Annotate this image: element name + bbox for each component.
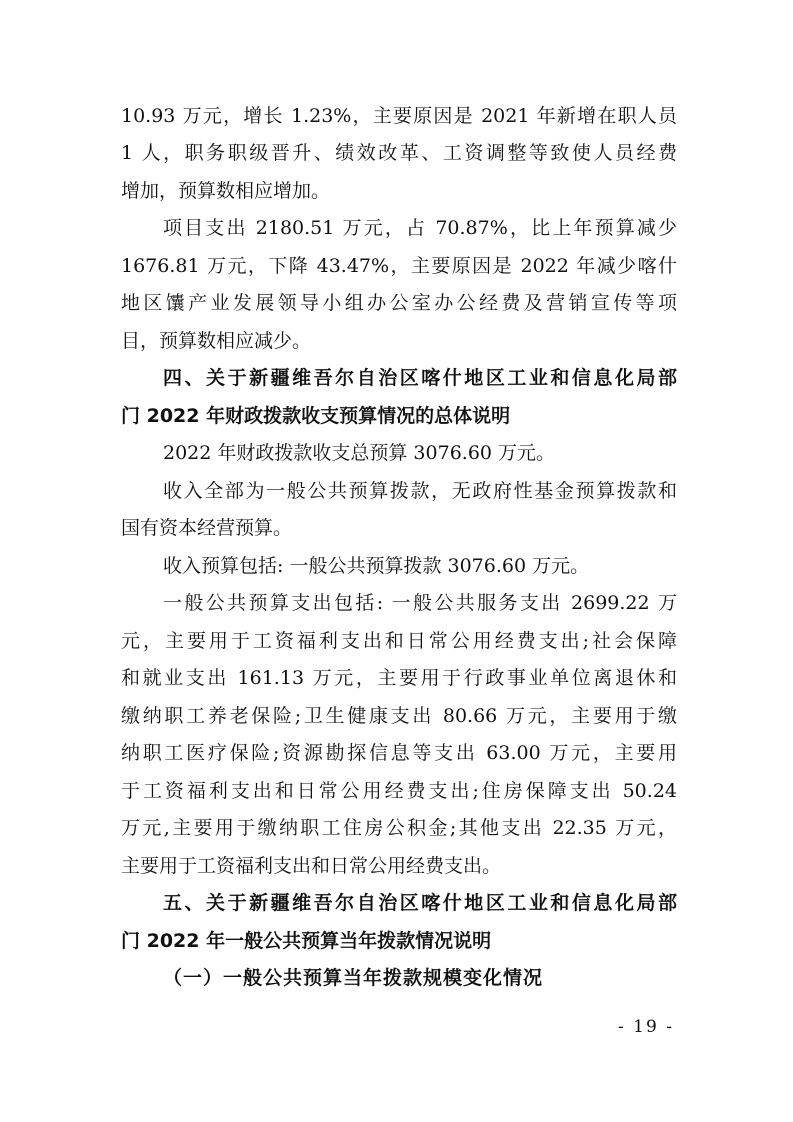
page-number: - 19 - xyxy=(618,1017,674,1037)
body-text-line: 目，预算数相应减少。 xyxy=(121,330,312,352)
body-text-line: 2022 年财政拨款收支总预算 3076.60 万元。 xyxy=(163,442,556,464)
body-text-line: 一般公共预算支出包括: 一般公共服务支出 2699.22 万 xyxy=(163,592,677,614)
body-text-line: 于工资福利支出和日常公用经费支出;住房保障支出 50.24 xyxy=(121,780,677,802)
body-text-line: 国有资本经营预算。 xyxy=(121,517,293,539)
body-text-line: 10.93 万元，增长 1.23%，主要原因是 2021 年新增在职人员 xyxy=(121,105,677,127)
body-text-line: 项目支出 2180.51 万元，占 70.87%，比上年预算减少 xyxy=(163,217,677,239)
body-text-line: 主要用于工资福利支出和日常公用经费支出。 xyxy=(121,855,502,877)
subsection-heading-1: （一）一般公共预算当年拨款规模变化情况 xyxy=(163,967,544,989)
body-text-line: 和就业支出 161.13 万元，主要用于行政事业单位离退休和 xyxy=(121,667,677,689)
section-heading-5: 五、关于新疆维吾尔自治区喀什地区工业和信息化局部 xyxy=(163,892,677,914)
body-text-line: 1676.81 万元，下降 43.47%，主要原因是 2022 年减少喀什 xyxy=(121,255,677,277)
section-heading-4-cont: 门 2022 年财政拨款收支预算情况的总体说明 xyxy=(121,405,511,427)
body-text-line: 缴纳职工养老保险;卫生健康支出 80.66 万元，主要用于缴 xyxy=(121,705,677,727)
body-text-line: 纳职工医疗保险;资源勘探信息等支出 63.00 万元，主要用 xyxy=(121,742,677,764)
body-text-line: 元，主要用于工资福利支出和日常公用经费支出;社会保障 xyxy=(121,630,677,652)
body-text-line: 万元,主要用于缴纳职工住房公积金;其他支出 22.35 万元， xyxy=(121,817,677,839)
body-text-line: 收入预算包括: 一般公共预算拨款 3076.60 万元。 xyxy=(163,555,590,577)
body-text-line: 增加，预算数相应增加。 xyxy=(121,180,331,202)
section-heading-4: 四、关于新疆维吾尔自治区喀什地区工业和信息化局部 xyxy=(163,367,677,389)
section-heading-5-cont: 门 2022 年一般公共预算当年拨款情况说明 xyxy=(121,930,492,952)
body-text-line: 1 人，职务职级晋升、绩效改革、工资调整等致使人员经费 xyxy=(121,142,677,164)
body-text-line: 地区馕产业发展领导小组办公室办公经费及营销宣传等项 xyxy=(121,292,677,314)
body-text-line: 收入全部为一般公共预算拨款，无政府性基金预算拨款和 xyxy=(163,480,677,502)
